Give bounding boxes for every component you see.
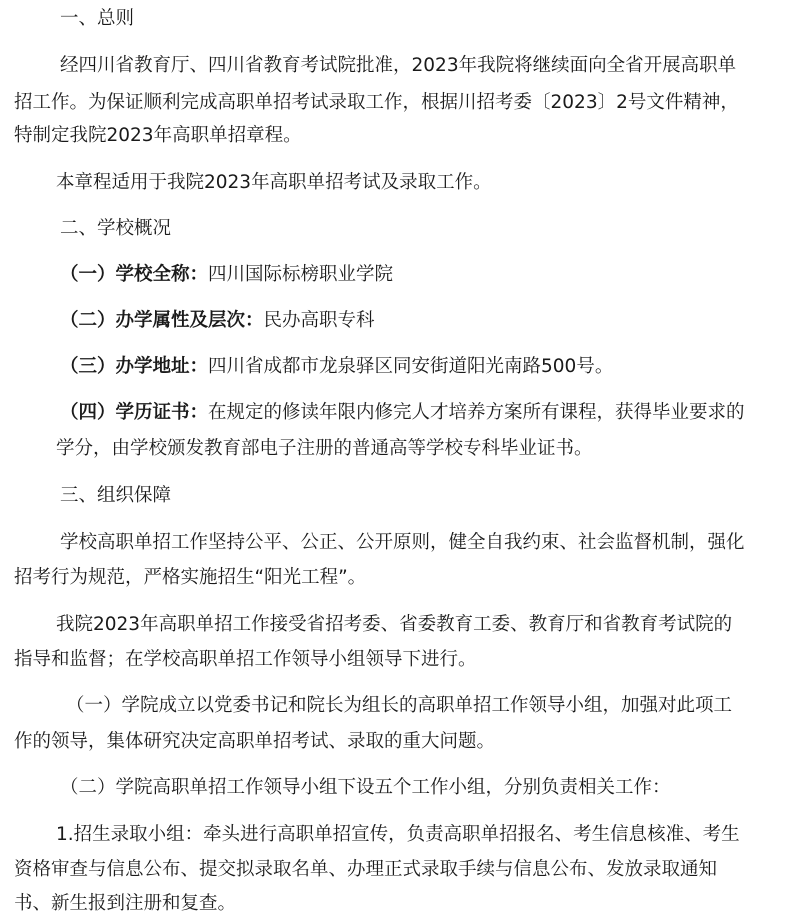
- item-school-name-value: 四川国际标榜职业学院: [208, 264, 394, 285]
- paragraph-leadership-line-2: 作的领导，集体研究决定高职单招考试、录取的重大问题。: [14, 731, 496, 752]
- item-school-name-label: （一）学校全称：: [60, 264, 209, 285]
- item-diploma-label: （四）学历证书：: [60, 402, 209, 423]
- section-heading-school-overview: 二、学校概况: [60, 218, 172, 239]
- paragraph-leadership-line-1: （一）学院成立以党委书记和院长为组长的高职单招工作领导小组，加强对此项工: [66, 695, 733, 716]
- item-diploma-value: 在规定的修读年限内修完人才培养方案所有课程，获得毕业要求的: [208, 402, 745, 423]
- item-school-type-value: 民办高职专科: [263, 310, 375, 331]
- paragraph-supervision-line-2: 指导和监督；在学校高职单招工作领导小组领导下进行。: [14, 649, 477, 670]
- paragraph-supervision-line-1: 我院2023年高职单招工作接受省招考委、省委教育工委、教育厅和省教育考试院的: [56, 614, 733, 635]
- paragraph-principles-line-1: 学校高职单招工作坚持公平、公正、公开原则，健全自我约束、社会监督机制，强化: [60, 532, 745, 553]
- item-school-type: [60, 308, 799, 334]
- item-school-address: [60, 354, 799, 380]
- paragraph-approval-line-3: 特制定我院2023年高职单招章程。: [14, 125, 302, 146]
- item-diploma-continuation: 学分，由学校颁发教育部电子注册的普通高等学校专科毕业证书。: [56, 438, 593, 459]
- item-school-name: [60, 262, 799, 288]
- paragraph-approval-line-1: 经四川省教育厅、四川省教育考试院批准，2023年我院将继续面向全省开展高职单: [60, 55, 737, 76]
- paragraph-admission-group-line-2: 资格审查与信息公布、提交拟录取名单、办理正式录取手续与信息公布、发放录取通知: [14, 859, 718, 880]
- item-school-type-label: （二）办学属性及层次：: [60, 310, 264, 331]
- section-heading-organization: 三、组织保障: [60, 485, 172, 506]
- item-school-address-label: （三）办学地址：: [60, 356, 209, 377]
- paragraph-scope: 本章程适用于我院2023年高职单招考试及录取工作。: [56, 172, 492, 193]
- paragraph-admission-group-line-3: 书、新生报到注册和复查。: [14, 893, 237, 914]
- paragraph-admission-group-line-1: 1.招生录取小组：牵头进行高职单招宣传，负责高职单招报名、考生信息核准、考生: [56, 824, 740, 845]
- section-heading-general: 一、总则: [60, 8, 135, 29]
- item-school-address-value: 四川省成都市龙泉驿区同安街道阳光南路500号。: [208, 356, 614, 377]
- paragraph-approval-line-2: 招工作。为保证顺利完成高职单招考试录取工作，根据川招考委〔2023〕2号文件精神，: [14, 92, 739, 113]
- paragraph-principles-line-2: 招考行为规范，严格实施招生“阳光工程”。: [14, 567, 367, 588]
- paragraph-working-groups: （二）学院高职单招工作领导小组下设五个工作小组，分别负责相关工作：: [60, 777, 671, 798]
- item-diploma: [60, 400, 799, 426]
